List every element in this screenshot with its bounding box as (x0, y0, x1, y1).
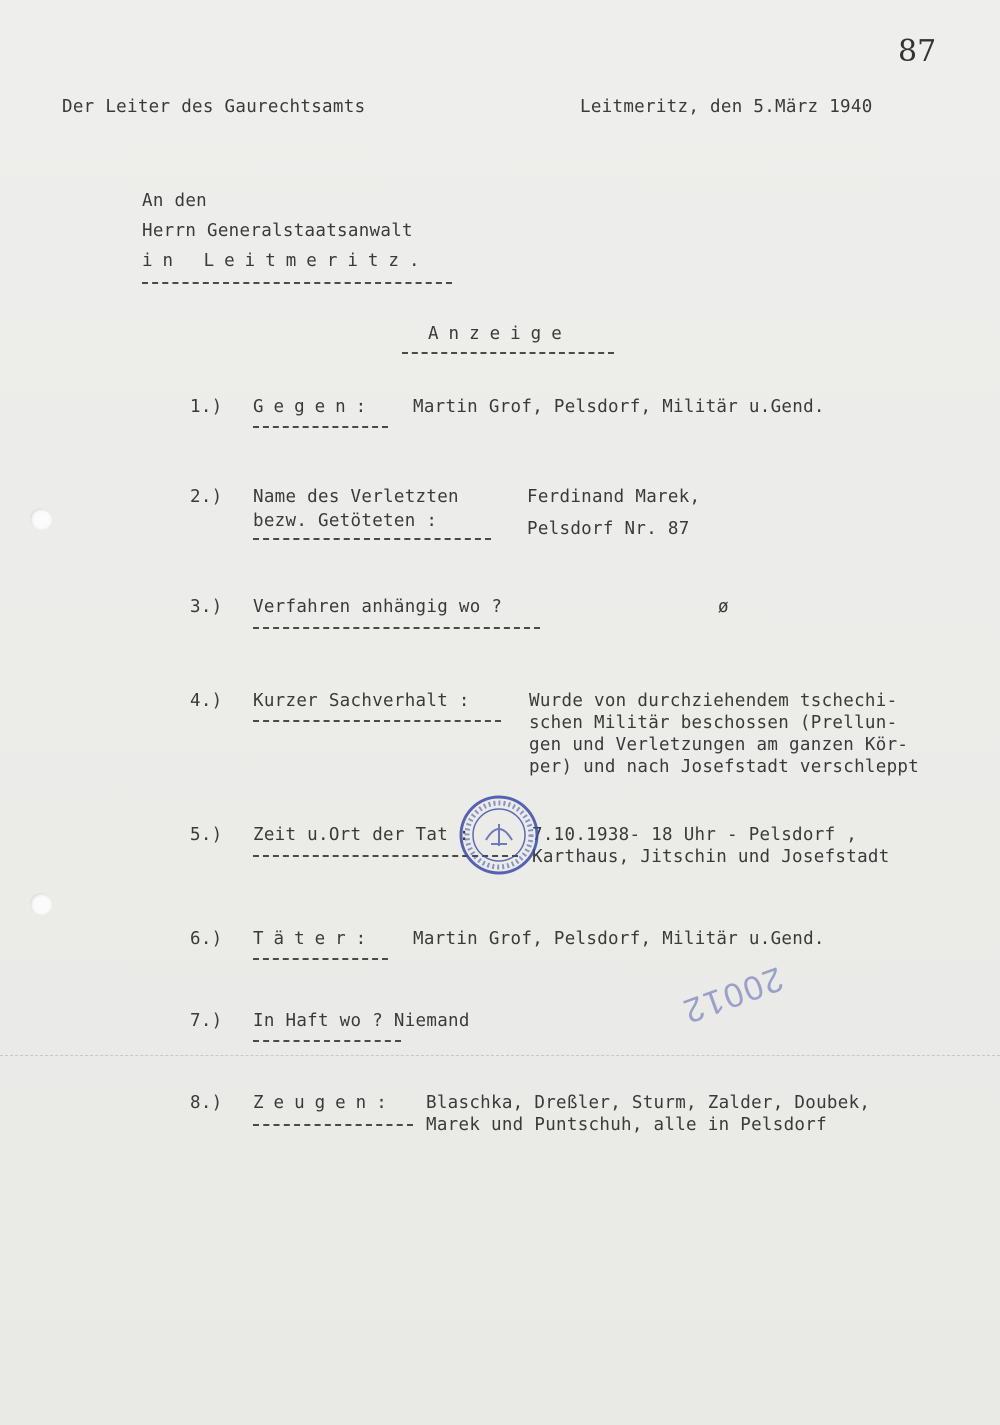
punch-hole (30, 893, 52, 915)
item-number: 2.) (190, 487, 223, 507)
official-stamp (458, 794, 540, 876)
item-number: 7.) (190, 1011, 223, 1031)
archive-number: 20012 (676, 959, 789, 1031)
title-underline (402, 352, 614, 354)
item-label: Gegen: (253, 397, 377, 417)
item-label: Zeit u.Ort der Tat : (253, 825, 470, 845)
item-text: Marek und Puntschuh, alle in Pelsdorf (426, 1115, 827, 1135)
item-text: 7.10.1938- 18 Uhr - Pelsdorf , (532, 825, 858, 845)
item-text: schen Militär beschossen (Prellun- (529, 713, 898, 733)
sender-line: Der Leiter des Gaurechtsamts (62, 97, 366, 117)
item-text: Wurde von durchziehendem tschechi- (529, 691, 898, 711)
item-number: 8.) (190, 1093, 223, 1113)
item-label: Name des Verletzten (253, 487, 459, 507)
item-number: 3.) (190, 597, 223, 617)
label-underline (253, 1124, 413, 1126)
item-number: 1.) (190, 397, 223, 417)
item-text: Ferdinand Marek, (527, 487, 701, 507)
item-number: 5.) (190, 825, 223, 845)
item-label: Kurzer Sachverhalt : (253, 691, 470, 711)
item-text: per) und nach Josefstadt verschleppt (529, 757, 920, 777)
item-text: Martin Grof, Pelsdorf, Militär u.Gend. (413, 397, 825, 417)
label-underline (253, 627, 540, 629)
item-number: 6.) (190, 929, 223, 949)
item-text: Blaschka, Dreßler, Sturm, Zalder, Doubek, (426, 1093, 871, 1113)
place-date: Leitmeritz, den 5.März 1940 (580, 97, 873, 117)
item-label: In Haft wo ? Niemand (253, 1011, 470, 1031)
document-title: Anzeige (428, 324, 572, 344)
fold-line (0, 1055, 1000, 1056)
item-label-line-2: bezw. Getöteten : (253, 511, 438, 531)
item-label: Zeugen: (253, 1093, 397, 1113)
item-text: Karthaus, Jitschin und Josefstadt (532, 847, 890, 867)
punch-hole (30, 508, 52, 530)
item-text: gen und Verletzungen am ganzen Kör- (529, 735, 909, 755)
recipient-line-1: An den (142, 191, 208, 211)
recipient-line-2: Herrn Generalstaatsanwalt (142, 221, 413, 241)
page-number: 87 (898, 34, 937, 69)
item-text: ø (718, 597, 729, 617)
item-text: Martin Grof, Pelsdorf, Militär u.Gend. (413, 929, 825, 949)
label-underline (253, 958, 388, 960)
item-number: 4.) (190, 691, 223, 711)
item-label: Verfahren anhängig wo ? (253, 597, 503, 617)
item-label: Täter: (253, 929, 377, 949)
recipient-underline (142, 282, 452, 284)
label-underline (253, 1040, 401, 1042)
label-underline (253, 720, 501, 722)
recipient-line-3: in Leitmeritz. (142, 251, 430, 271)
item-text: Pelsdorf Nr. 87 (527, 519, 690, 539)
label-underline (253, 538, 491, 540)
label-underline (253, 426, 388, 428)
